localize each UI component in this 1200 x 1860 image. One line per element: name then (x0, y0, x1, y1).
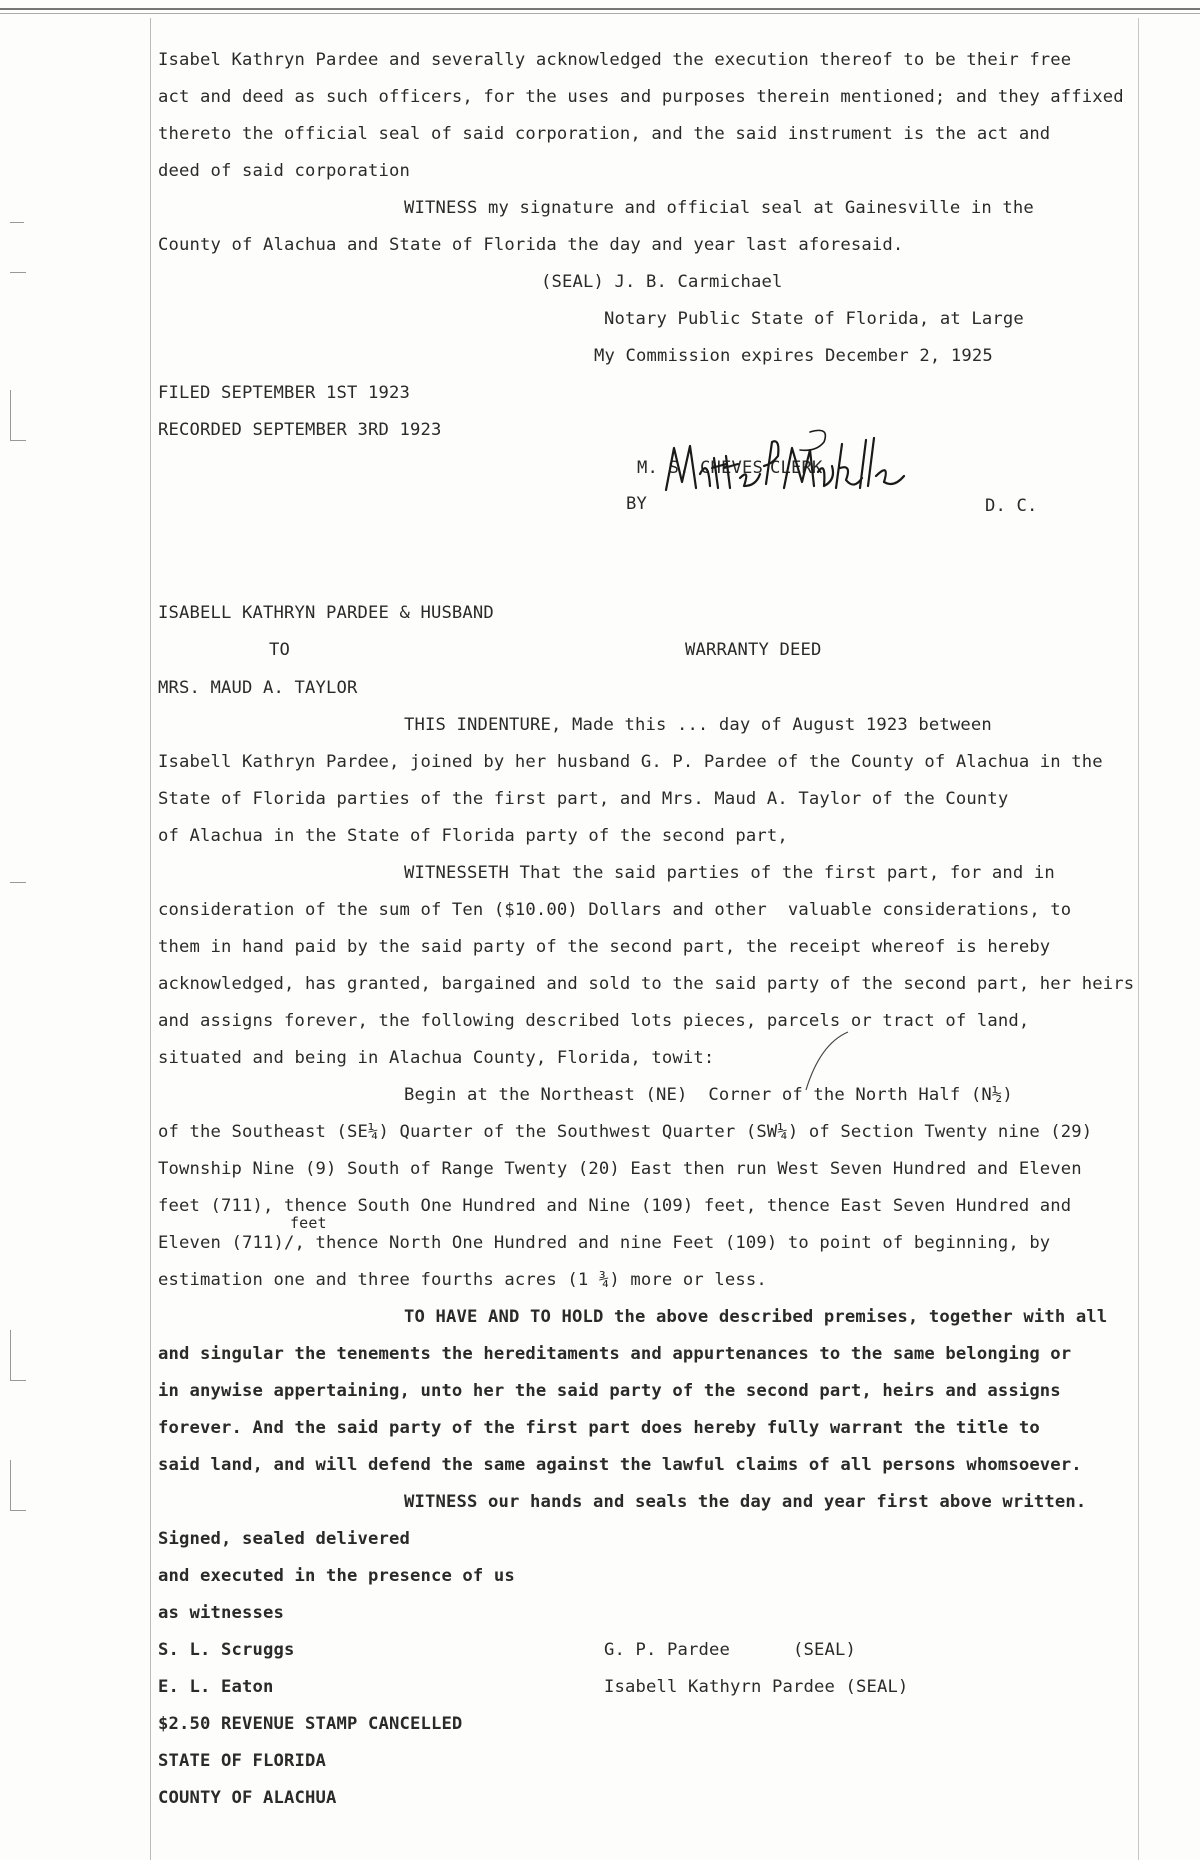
commission-expiry: My Commission expires December 2, 1925 (594, 346, 993, 366)
description-line: Eleven (711)/, thence North One Hundred and nine Feet (109) to point of beginning, by (158, 1233, 1051, 1253)
clerk-name: M. S. CHEVES (637, 458, 763, 478)
deputy-clerk-label: D. C. (985, 496, 1038, 516)
scan-mark (10, 882, 26, 883)
body-line: of Alachua in the State of Florida party of the second part, (158, 826, 788, 846)
top-rule-secondary (0, 13, 1200, 14)
ack-line: act and deed as such officers, for the uses and purposes therein mentioned; and they affixed (158, 87, 1124, 107)
clerk-signature (660, 428, 960, 508)
scan-mark (10, 390, 11, 440)
deed-type: WARRANTY DEED (685, 640, 822, 660)
by-label: BY (626, 494, 647, 514)
body-line: them in hand paid by the said party of the second part, the receipt whereof is hereby (158, 937, 1051, 957)
grantee-heading: MRS. MAUD A. TAYLOR (158, 678, 358, 698)
body-line: State of Florida parties of the first part, and Mrs. Maud A. Taylor of the County (158, 789, 1009, 809)
witness-line: County of Alachua and State of Florida the day and year last aforesaid. (158, 235, 904, 255)
notary-title: Notary Public State of Florida, at Large (604, 309, 1024, 329)
witness-line: WITNESS my signature and official seal at Gainesville in the (404, 198, 1034, 218)
scan-mark (10, 1380, 26, 1381)
left-margin-line (150, 18, 151, 1860)
witness-hands-line: WITNESS our hands and seals the day and year first above written. (404, 1492, 1087, 1512)
revenue-stamp-note: $2.50 REVENUE STAMP CANCELLED (158, 1714, 463, 1734)
to-label: TO (269, 640, 290, 660)
body-line: WITNESSETH That the said parties of the first part, for and in (404, 863, 1055, 883)
top-rule (0, 8, 1200, 10)
habendum-line: in anywise appertaining, unto her the said party of the second part, heirs and assigns (158, 1381, 1061, 1401)
description-line: feet (711), thence South One Hundred and Nine (109) feet, thence East Seven Hundred and (158, 1196, 1072, 1216)
ack-line: thereto the official seal of said corporation, and the said instrument is the act and (158, 124, 1051, 144)
body-line: situated and being in Alachua County, Florida, towit: (158, 1048, 715, 1068)
description-line: Begin at the Northeast (NE) Corner of the North Half (N½) (404, 1085, 1013, 1105)
scan-mark (10, 1510, 26, 1511)
witness-name: S. L. Scruggs (158, 1640, 295, 1660)
filed-date: FILED SEPTEMBER 1ST 1923 (158, 383, 410, 403)
habendum-line: forever. And the said party of the first part does hereby fully warrant the title to (158, 1418, 1040, 1438)
ack-line: deed of said corporation (158, 161, 410, 181)
description-line: of the Southeast (SE¼) Quarter of the Southwest Quarter (SW¼) of Section Twenty nine (29) (158, 1122, 1093, 1142)
witness-name: E. L. Eaton (158, 1677, 274, 1697)
description-line: Township Nine (9) South of Range Twenty (20) East then run West Seven Hundred and Eleven (158, 1159, 1082, 1179)
signed-line: and executed in the presence of us (158, 1566, 515, 1586)
description-line: estimation one and three fourths acres (1 ¾) more or less. (158, 1270, 767, 1290)
state-label: STATE OF FLORIDA (158, 1751, 326, 1771)
clerk-title: CLERK (770, 458, 823, 478)
signed-line: Signed, sealed delivered (158, 1529, 410, 1549)
scan-mark (10, 222, 24, 223)
signed-line: as witnesses (158, 1603, 284, 1623)
body-line: Isabell Kathryn Pardee, joined by her husband G. P. Pardee of the County of Alachua in the (158, 752, 1103, 772)
habendum-line: said land, and will defend the same against the lawful claims of all persons whomsoever. (158, 1455, 1082, 1475)
scan-mark (10, 1330, 11, 1380)
signer-name: G. P. Pardee (SEAL) (604, 1640, 856, 1660)
county-label: COUNTY OF ALACHUA (158, 1788, 337, 1808)
grantor-heading: ISABELL KATHRYN PARDEE & HUSBAND (158, 603, 494, 623)
body-line: consideration of the sum of Ten ($10.00) Dollars and other valuable considerations, to (158, 900, 1072, 920)
body-line: and assigns forever, the following described lots pieces, parcels or tract of land, (158, 1011, 1030, 1031)
body-line: acknowledged, has granted, bargained and sold to the said party of the second part, her heirs (158, 974, 1135, 994)
body-line: THIS INDENTURE, Made this ... day of August 1923 between (404, 715, 992, 735)
scan-mark (10, 272, 26, 273)
habendum-line: and singular the tenements the hereditaments and appurtenances to the same belonging or (158, 1344, 1072, 1364)
notary-seal-line: (SEAL) J. B. Carmichael (541, 272, 783, 292)
scan-mark (10, 1460, 11, 1510)
right-margin-line (1138, 18, 1139, 1860)
inserted-word: feet (290, 1214, 327, 1232)
habendum-line: TO HAVE AND TO HOLD the above described premises, together with all (404, 1307, 1108, 1327)
recorded-date: RECORDED SEPTEMBER 3RD 1923 (158, 420, 442, 440)
signer-name: Isabell Kathyrn Pardee (SEAL) (604, 1677, 909, 1697)
scan-mark (10, 440, 26, 441)
ack-line: Isabel Kathryn Pardee and severally acknowledged the execution thereof to be their free (158, 50, 1072, 70)
